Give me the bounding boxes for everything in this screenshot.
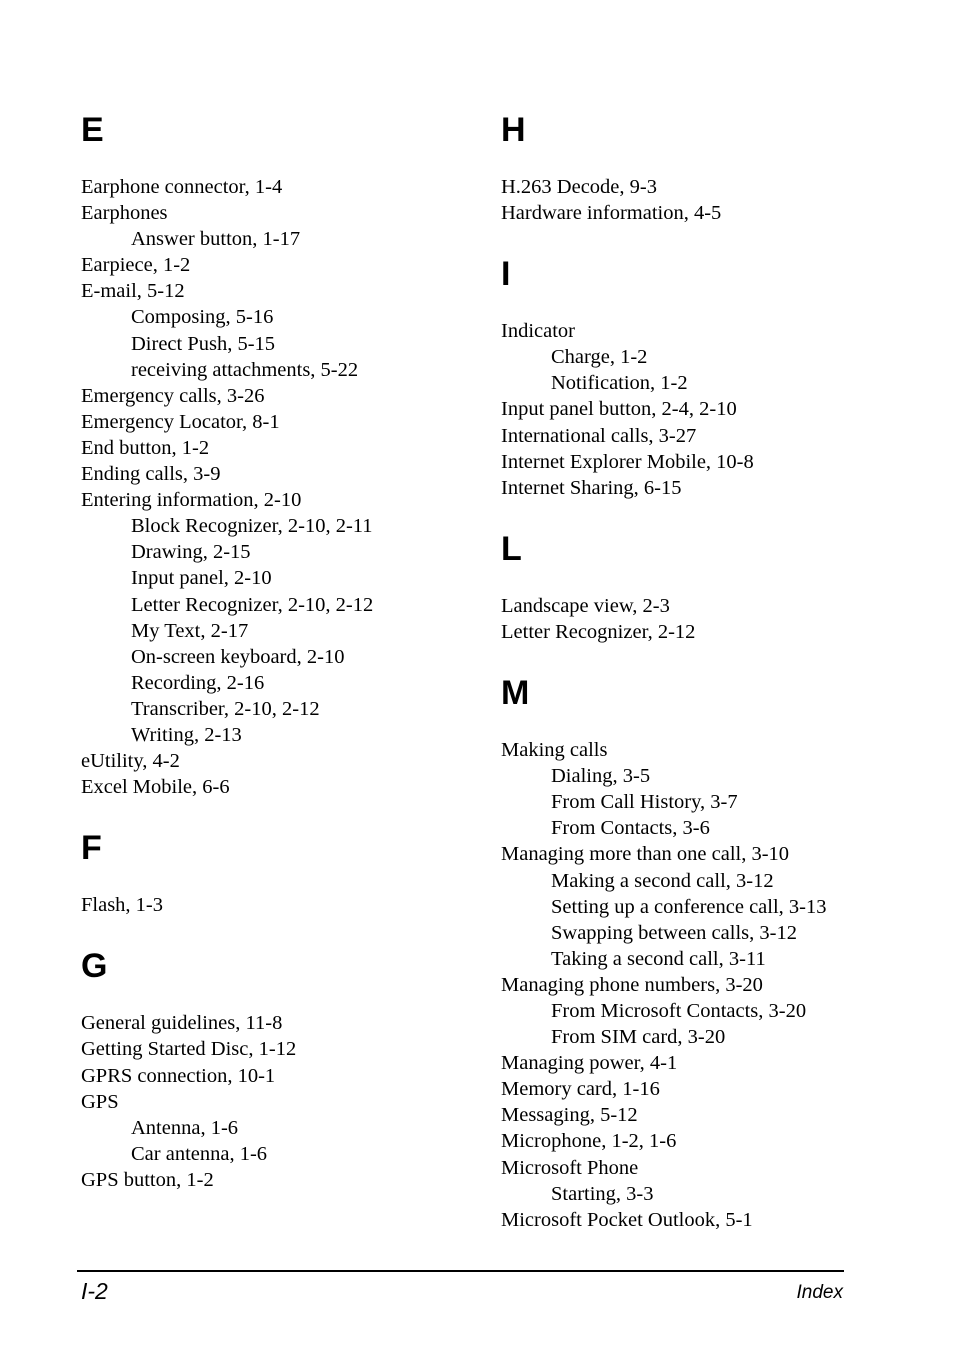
- index-subentry: Antenna, 1-6: [131, 1116, 239, 1139]
- section-letter-heading: F: [81, 829, 102, 868]
- index-entry: GPS button, 1-2: [81, 1168, 214, 1191]
- footer-page-number: I-2: [81, 1278, 108, 1304]
- index-entry: E-mail, 5-12: [81, 280, 185, 303]
- index-entry: Entering information, 2-10: [81, 489, 302, 512]
- index-entry: Earpiece, 1-2: [81, 254, 191, 277]
- index-entry: eUtility, 4-2: [81, 750, 180, 773]
- index-subentry: Making a second call, 3-12: [551, 869, 774, 892]
- index-entry: Indicator: [501, 320, 575, 343]
- index-entry: Internet Sharing, 6-15: [501, 476, 682, 499]
- index-subentry: From Call History, 3-7: [551, 791, 738, 814]
- index-entry: Microsoft Pocket Outlook, 5-1: [501, 1208, 753, 1231]
- section-letter-heading: E: [81, 111, 104, 149]
- footer-rule: [77, 1270, 844, 1272]
- index-entry: Landscape view, 2-3: [501, 594, 670, 617]
- index-entry: Microsoft Phone: [501, 1156, 639, 1179]
- index-entry: Managing more than one call, 3-10: [501, 843, 790, 866]
- index-entry: Microphone, 1-2, 1-6: [501, 1130, 677, 1153]
- index-subentry: Letter Recognizer, 2-10, 2-12: [131, 593, 374, 616]
- index-subentry: Dialing, 3-5: [551, 765, 651, 788]
- index-entry: Getting Started Disc, 1-12: [81, 1038, 297, 1061]
- index-subentry: My Text, 2-17: [131, 619, 249, 642]
- index-section-g: [81, 944, 481, 1193]
- index-section-e: [81, 108, 481, 800]
- index-section-m: [501, 671, 861, 1233]
- index-entry: Ending calls, 3-9: [81, 463, 221, 486]
- index-section-f: [81, 826, 481, 918]
- index-subentry: Direct Push, 5-15: [131, 332, 276, 355]
- index-entry: GPRS connection, 10-1: [81, 1064, 276, 1087]
- index-subentry: Car antenna, 1-6: [131, 1142, 268, 1165]
- index-entry: Earphone connector, 1-4: [81, 176, 283, 198]
- index-entry: H.263 Decode, 9-3: [501, 176, 657, 198]
- index-subentry: Writing, 2-13: [131, 723, 242, 746]
- index-subentry: On-screen keyboard, 2-10: [131, 645, 345, 668]
- index-section-h: [501, 108, 861, 226]
- index-entry: Internet Explorer Mobile, 10-8: [501, 450, 754, 473]
- index-entry: Hardware information, 4-5: [501, 202, 722, 225]
- index-entry: Input panel button, 2-4, 2-10: [501, 398, 737, 421]
- index-entry: Letter Recognizer, 2-12: [501, 620, 696, 643]
- section-letter-heading: L: [501, 529, 522, 568]
- section-letter-heading: H: [501, 111, 526, 149]
- index-entry: Earphones: [81, 202, 168, 225]
- index-entry: Memory card, 1-16: [501, 1078, 660, 1101]
- index-column-left: [81, 108, 481, 1193]
- index-subentry: receiving attachments, 5-22: [131, 358, 359, 381]
- index-subentry: Charge, 1-2: [551, 346, 648, 369]
- index-subentry: Drawing, 2-15: [131, 541, 251, 564]
- index-subentry: Taking a second call, 3-11: [551, 947, 766, 970]
- index-section-l: [501, 527, 861, 645]
- index-subentry: Setting up a conference call, 3-13: [551, 895, 827, 918]
- index-entry: Managing power, 4-1: [501, 1052, 678, 1075]
- index-entry: Messaging, 5-12: [501, 1104, 638, 1127]
- index-column-right: [501, 108, 861, 1233]
- index-section-i: [501, 252, 861, 501]
- index-subentry: Block Recognizer, 2-10, 2-11: [131, 515, 373, 538]
- index-subentry: Starting, 3-3: [551, 1182, 654, 1205]
- index-entry: General guidelines, 11-8: [81, 1012, 283, 1035]
- section-letter-heading: G: [81, 947, 108, 986]
- index-entry: Excel Mobile, 6-6: [81, 776, 230, 799]
- index-entry: International calls, 3-27: [501, 424, 697, 447]
- index-entry: Emergency Locator, 8-1: [81, 410, 280, 433]
- index-entry: Managing phone numbers, 3-20: [501, 973, 763, 996]
- index-subentry: Swapping between calls, 3-12: [551, 921, 797, 944]
- index-subentry: Answer button, 1-17: [131, 228, 301, 251]
- index-subentry: From SIM card, 3-20: [551, 1026, 726, 1049]
- section-letter-heading: M: [501, 674, 530, 713]
- index-subentry: From Contacts, 3-6: [551, 817, 710, 840]
- index-subentry: Recording, 2-16: [131, 671, 265, 694]
- index-subentry: From Microsoft Contacts, 3-20: [551, 999, 807, 1022]
- index-subentry: Notification, 1-2: [551, 372, 688, 395]
- index-subentry: Composing, 5-16: [131, 306, 274, 329]
- index-entry: GPS: [81, 1090, 119, 1113]
- index-subentry: Transcriber, 2-10, 2-12: [131, 697, 320, 720]
- index-entry: Flash, 1-3: [81, 894, 163, 917]
- index-entry: End button, 1-2: [81, 436, 210, 459]
- index-subentry: Input panel, 2-10: [131, 567, 272, 590]
- index-entry: Making calls: [501, 739, 608, 762]
- index-entry: Emergency calls, 3-26: [81, 384, 265, 407]
- section-letter-heading: I: [501, 255, 511, 294]
- footer-section-title: Index: [796, 1282, 843, 1303]
